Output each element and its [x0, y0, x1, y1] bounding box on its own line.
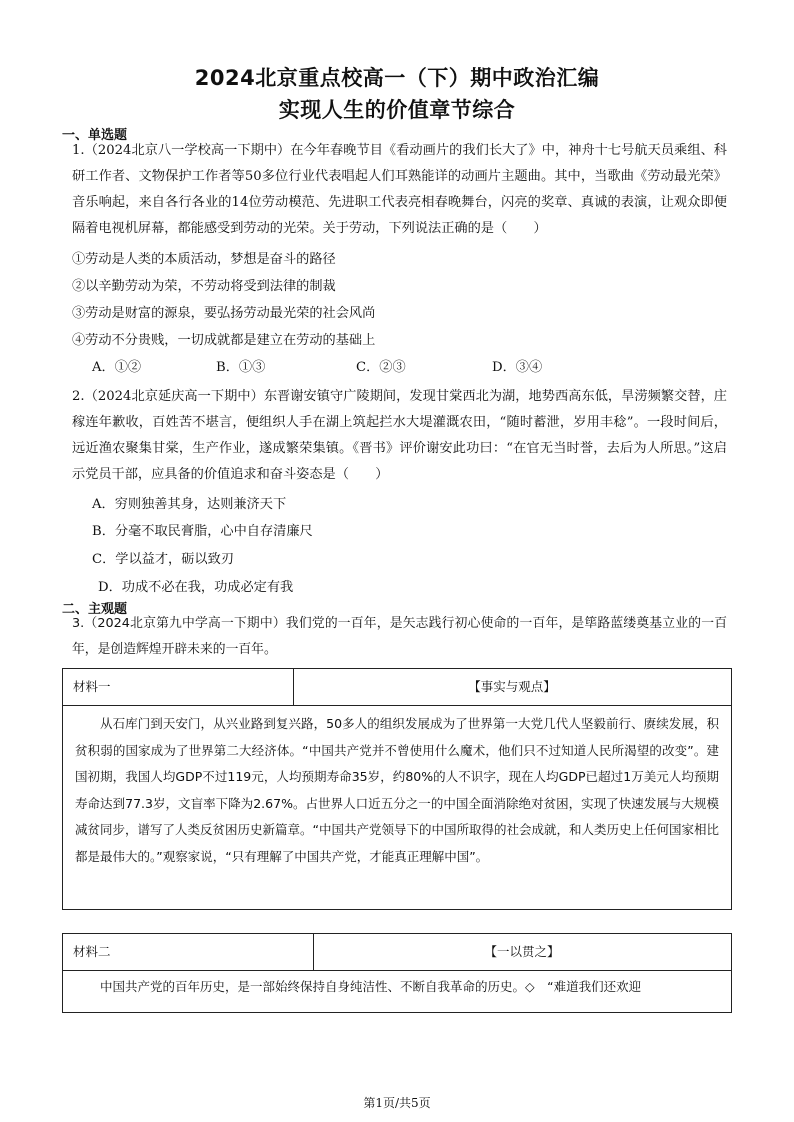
- question-2-option-b[interactable]: B．分毫不取民膏脂，心中自存清廉尺: [92, 524, 313, 539]
- question-1-item-1: ①劳动是人类的本质活动，梦想是奋斗的路径: [72, 252, 336, 267]
- material-1-table: [62, 668, 732, 910]
- question-1-item-3: ③劳动是财富的源泉，要弘扬劳动最光荣的社会风尚: [72, 306, 376, 321]
- material-2-label: 材料二: [73, 944, 111, 959]
- material-2-text: 中国共产党的百年历史，是一部始终保持自身纯洁性、不断自我革命的历史。◇ “难道我们还欢迎: [100, 979, 642, 994]
- material-1-text: 从石库门到天安门，从兴业路到复兴路，50多人的组织发展成为了世界第一大党几代人坚毅前行、赓续发展，积贫积弱的国家成为了世界第二大经济体。“中国共产党并不曾使用什么魔术，他们只不过知道人民所渴望的改变”。建国初期，我国人均GDP不过119元，人均预期寿命35岁，约80%的人不识字，现在人均GDP已超过1万美元人均预期寿命达到77.3岁，文盲率下降为2.67%。占世界人口近五分之一的中国全面消除绝对贫困，实现了快速发展与大规模减贫同步，谱写了人类反贫困历史新篇章。“中国共产党领导下的中国所取得的社会成就，和人类历史上任何国家相比都是最伟大的。”观察家说，“只有理解了中国共产党，才能真正理解中国”。: [75, 716, 719, 864]
- question-2-option-d[interactable]: D．功成不必在我，功成必定有我: [98, 580, 294, 595]
- question-1-stem: 1.（2024北京八一学校高一下期中）在今年春晚节目《看动画片的我们长大了》中，神舟十七号航天员乘组、科研工作者、文物保护工作者等50多位行业代表唱起人们耳熟能详的动画片主题曲。其中，当歌曲《劳动最光荣》音乐响起，来自各行各业的14位劳动模范、先进职工代表亮相春晚舞台，闪亮的奖章、真诚的表演，让观众即便隔着电视机屏幕，都能感受到劳动的光荣。关于劳动，下列说法正确的是（ ）: [72, 143, 727, 236]
- material-2-row-divider: [63, 970, 731, 971]
- material-1-row-divider: [63, 705, 731, 706]
- document-title-line2: 实现人生的价值章节综合: [278, 98, 516, 122]
- material-1-tag: 【事实与观点】: [468, 679, 556, 694]
- question-2-option-a[interactable]: A．穷则独善其身，达则兼济天下: [92, 497, 287, 512]
- question-1-options: [92, 358, 542, 378]
- option-a[interactable]: A．①②: [92, 360, 142, 375]
- option-c[interactable]: C．②③: [356, 360, 406, 375]
- question-1-item-2: ②以辛勤劳动为荣，不劳动将受到法律的制裁: [72, 279, 336, 294]
- question-3-stem: 3.（2024北京第九中学高一下期中）我们党的一百年，是矢志践行初心使命的一百年，是筚路蓝缕奠基立业的一百年，是创造辉煌开辟未来的一百年。: [72, 616, 727, 657]
- question-2-option-c[interactable]: C．学以益才，砺以致刃: [92, 552, 234, 567]
- material-1-label: 材料一: [73, 679, 111, 694]
- document-title-line1: 2024北京重点校高一（下）期中政治汇编: [194, 66, 600, 90]
- page-number: 第1页/共5页: [363, 1096, 431, 1110]
- option-d[interactable]: D．③④: [492, 360, 543, 375]
- question-1-item-4: ④劳动不分贵贱，一切成就都是建立在劳动的基础上: [72, 333, 376, 348]
- section-heading-single-choice: 一、单选题: [62, 128, 128, 143]
- question-2-stem: 2.（2024北京延庆高一下期中）东晋谢安镇守广陵期间，发现甘棠西北为湖，地势西高东低，旱涝频繁交替，庄稼连年歉收，百姓苦不堪言，便组织人手在湖上筑起拦水大堤灌溉农田，“随时蓄泄，岁用丰稔”。一段时间后，远近渔农聚集甘棠，生产作业，遂成繁荣集镇。《晋书》评价谢安此功曰：“在官无当时誉，去后为人所思。”这启示党员干部，应具备的价值追求和奋斗姿态是（ ）: [72, 389, 727, 482]
- option-b[interactable]: B．①③: [216, 360, 266, 375]
- material-2-tag: 【一以贯之】: [484, 944, 560, 959]
- material-2-table: [62, 933, 732, 1013]
- section-heading-subjective: 二、主观题: [62, 602, 128, 617]
